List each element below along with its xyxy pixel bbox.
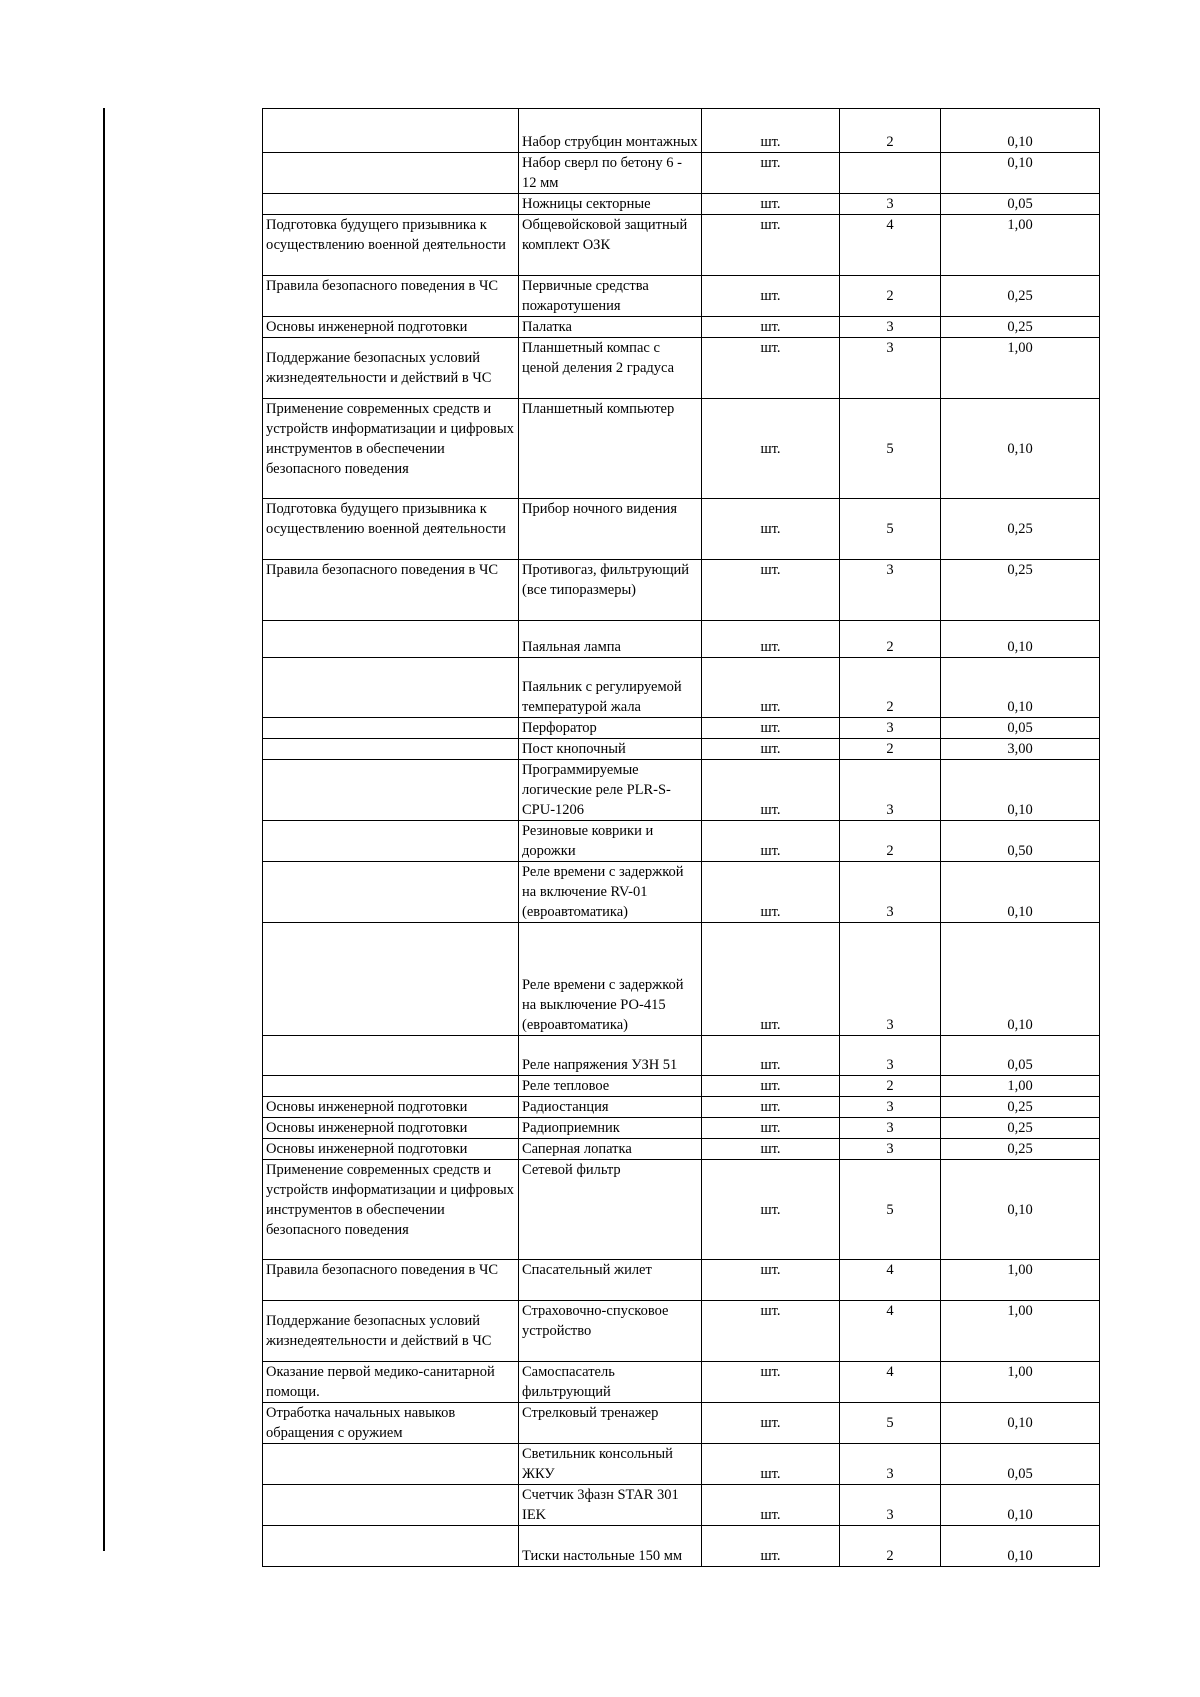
value-cell: 1,00 xyxy=(941,338,1100,399)
section-cell xyxy=(263,1076,519,1097)
unit-cell: шт. xyxy=(702,718,840,739)
value-cell: 0,10 xyxy=(941,153,1100,194)
section-cell xyxy=(263,862,519,923)
table-row xyxy=(263,862,1100,923)
table-row xyxy=(263,1485,1100,1526)
unit-cell: шт. xyxy=(702,499,840,560)
section-cell xyxy=(263,718,519,739)
unit-cell: шт. xyxy=(702,1118,840,1139)
section-cell xyxy=(263,821,519,862)
unit-cell: шт. xyxy=(702,923,840,1036)
item-cell: Планшетный компьютер xyxy=(519,399,702,499)
item-cell: Реле времени с задержкой на выключение РО-415 (евроавтоматика) xyxy=(519,923,702,1036)
item-cell: Планшетный компас с ценой деления 2 градуса xyxy=(519,338,702,399)
value-cell: 0,10 xyxy=(941,658,1100,718)
qty-cell: 5 xyxy=(840,1403,941,1444)
qty-cell: 5 xyxy=(840,399,941,499)
item-cell: Первичные средства пожаротушения xyxy=(519,276,702,317)
section-cell xyxy=(263,1526,519,1567)
table-row xyxy=(263,1160,1100,1260)
value-cell: 0,10 xyxy=(941,1526,1100,1567)
table-row xyxy=(263,1444,1100,1485)
qty-cell: 3 xyxy=(840,1139,941,1160)
table-row xyxy=(263,1076,1100,1097)
table-row xyxy=(263,1118,1100,1139)
value-cell: 0,25 xyxy=(941,276,1100,317)
value-cell: 0,25 xyxy=(941,317,1100,338)
item-cell: Пост кнопочный xyxy=(519,739,702,760)
table-row xyxy=(263,560,1100,621)
table-row xyxy=(263,621,1100,658)
value-cell: 1,00 xyxy=(941,1301,1100,1362)
value-cell: 0,25 xyxy=(941,1139,1100,1160)
qty-cell: 2 xyxy=(840,276,941,317)
section-cell: Оказание первой медико-санитарной помощи. xyxy=(263,1362,519,1403)
qty-cell: 3 xyxy=(840,760,941,821)
qty-cell: 3 xyxy=(840,718,941,739)
value-cell: 0,10 xyxy=(941,1160,1100,1260)
table-row xyxy=(263,317,1100,338)
unit-cell: шт. xyxy=(702,1485,840,1526)
table-row xyxy=(263,821,1100,862)
value-cell: 0,05 xyxy=(941,1036,1100,1076)
section-cell: Правила безопасного поведения в ЧС xyxy=(263,560,519,621)
table-row xyxy=(263,399,1100,499)
table-row xyxy=(263,718,1100,739)
qty-cell: 3 xyxy=(840,1485,941,1526)
section-cell: Поддержание безопасных условий жизнедеятельности и действий в ЧС xyxy=(263,338,519,399)
table-row xyxy=(263,276,1100,317)
qty-cell: 2 xyxy=(840,821,941,862)
section-cell xyxy=(263,153,519,194)
value-cell: 0,10 xyxy=(941,862,1100,923)
item-cell: Палатка xyxy=(519,317,702,338)
table-row xyxy=(263,1260,1100,1301)
section-cell: Поддержание безопасных условий жизнедеятельности и действий в ЧС xyxy=(263,1301,519,1362)
value-cell: 1,00 xyxy=(941,215,1100,276)
item-cell: Паяльная лампа xyxy=(519,621,702,658)
unit-cell: шт. xyxy=(702,1076,840,1097)
section-cell xyxy=(263,1444,519,1485)
qty-cell: 4 xyxy=(840,1301,941,1362)
item-cell: Радиостанция xyxy=(519,1097,702,1118)
unit-cell: шт. xyxy=(702,560,840,621)
qty-cell: 2 xyxy=(840,1076,941,1097)
item-cell: Прибор ночного видения xyxy=(519,499,702,560)
value-cell: 0,05 xyxy=(941,718,1100,739)
unit-cell: шт. xyxy=(702,1444,840,1485)
qty-cell: 3 xyxy=(840,1097,941,1118)
qty-cell xyxy=(840,153,941,194)
item-cell: Стрелковый тренажер xyxy=(519,1403,702,1444)
qty-cell: 3 xyxy=(840,560,941,621)
item-cell: Набор сверл по бетону 6 - 12 мм xyxy=(519,153,702,194)
unit-cell: шт. xyxy=(702,1301,840,1362)
section-cell: Отработка начальных навыков обращения с оружием xyxy=(263,1403,519,1444)
value-cell: 0,05 xyxy=(941,194,1100,215)
unit-cell: шт. xyxy=(702,1097,840,1118)
equipment-table xyxy=(262,108,1100,1567)
qty-cell: 2 xyxy=(840,109,941,153)
unit-cell: шт. xyxy=(702,760,840,821)
item-cell: Резиновые коврики и дорожки xyxy=(519,821,702,862)
item-cell: Страховочно-спусковое устройство xyxy=(519,1301,702,1362)
unit-cell: шт. xyxy=(702,215,840,276)
item-cell: Реле напряжения УЗН 51 xyxy=(519,1036,702,1076)
value-cell: 0,25 xyxy=(941,499,1100,560)
qty-cell: 2 xyxy=(840,1526,941,1567)
section-cell xyxy=(263,621,519,658)
table-row xyxy=(263,760,1100,821)
unit-cell: шт. xyxy=(702,1260,840,1301)
item-cell: Сетевой фильтр xyxy=(519,1160,702,1260)
value-cell: 0,05 xyxy=(941,1444,1100,1485)
table-row xyxy=(263,1036,1100,1076)
table-row xyxy=(263,338,1100,399)
value-cell: 0,10 xyxy=(941,621,1100,658)
table-row xyxy=(263,1301,1100,1362)
qty-cell: 4 xyxy=(840,1362,941,1403)
qty-cell: 2 xyxy=(840,739,941,760)
section-cell: Подготовка будущего призывника к осуществлению военной деятельности xyxy=(263,499,519,560)
table-row xyxy=(263,739,1100,760)
section-cell xyxy=(263,760,519,821)
item-cell: Саперная лопатка xyxy=(519,1139,702,1160)
item-cell: Программируемые логические реле PLR-S-CPU-1206 xyxy=(519,760,702,821)
unit-cell: шт. xyxy=(702,109,840,153)
qty-cell: 3 xyxy=(840,1036,941,1076)
section-cell: Подготовка будущего призывника к осуществлению военной деятельности xyxy=(263,215,519,276)
item-cell: Тиски настольные 150 мм xyxy=(519,1526,702,1567)
item-cell: Перфоратор xyxy=(519,718,702,739)
value-cell: 0,10 xyxy=(941,399,1100,499)
value-cell: 3,00 xyxy=(941,739,1100,760)
unit-cell: шт. xyxy=(702,276,840,317)
table-row xyxy=(263,1403,1100,1444)
item-cell: Реле времени с задержкой на включение RV-01 (евроавтоматика) xyxy=(519,862,702,923)
section-cell xyxy=(263,194,519,215)
qty-cell: 4 xyxy=(840,1260,941,1301)
table-row xyxy=(263,923,1100,1036)
qty-cell: 3 xyxy=(840,923,941,1036)
item-cell: Радиоприемник xyxy=(519,1118,702,1139)
unit-cell: шт. xyxy=(702,338,840,399)
table-row xyxy=(263,215,1100,276)
section-cell: Основы инженерной подготовки xyxy=(263,317,519,338)
section-cell xyxy=(263,739,519,760)
section-cell xyxy=(263,923,519,1036)
unit-cell: шт. xyxy=(702,399,840,499)
section-cell: Применение современных средств и устройств информатизации и цифровых инструментов в обеспечении безопасного поведения xyxy=(263,399,519,499)
qty-cell: 3 xyxy=(840,1118,941,1139)
section-cell: Основы инженерной подготовки xyxy=(263,1118,519,1139)
table-row xyxy=(263,1097,1100,1118)
section-cell xyxy=(263,658,519,718)
qty-cell: 2 xyxy=(840,621,941,658)
unit-cell: шт. xyxy=(702,153,840,194)
value-cell: 0,50 xyxy=(941,821,1100,862)
table-row xyxy=(263,1362,1100,1403)
item-cell: Ножницы секторные xyxy=(519,194,702,215)
unit-cell: шт. xyxy=(702,621,840,658)
qty-cell: 3 xyxy=(840,317,941,338)
section-cell: Основы инженерной подготовки xyxy=(263,1139,519,1160)
value-cell: 0,25 xyxy=(941,1118,1100,1139)
table-row xyxy=(263,1139,1100,1160)
page-margin-line xyxy=(103,108,105,1551)
value-cell: 0,10 xyxy=(941,760,1100,821)
item-cell: Паяльник с регулируемой температурой жала xyxy=(519,658,702,718)
item-cell: Противогаз, фильтрующий (все типоразмеры) xyxy=(519,560,702,621)
qty-cell: 3 xyxy=(840,194,941,215)
item-cell: Общевойсковой защитный комплект ОЗК xyxy=(519,215,702,276)
unit-cell: шт. xyxy=(702,1403,840,1444)
item-cell: Самоспасатель фильтрующий xyxy=(519,1362,702,1403)
section-cell xyxy=(263,1036,519,1076)
section-cell: Правила безопасного поведения в ЧС xyxy=(263,1260,519,1301)
section-cell: Основы инженерной подготовки xyxy=(263,1097,519,1118)
unit-cell: шт. xyxy=(702,1160,840,1260)
qty-cell: 5 xyxy=(840,499,941,560)
unit-cell: шт. xyxy=(702,1139,840,1160)
unit-cell: шт. xyxy=(702,821,840,862)
item-cell: Реле тепловое xyxy=(519,1076,702,1097)
table-row xyxy=(263,109,1100,153)
value-cell: 0,10 xyxy=(941,923,1100,1036)
unit-cell: шт. xyxy=(702,317,840,338)
table-row xyxy=(263,658,1100,718)
value-cell: 0,10 xyxy=(941,1403,1100,1444)
qty-cell: 3 xyxy=(840,1444,941,1485)
value-cell: 0,25 xyxy=(941,560,1100,621)
qty-cell: 4 xyxy=(840,215,941,276)
value-cell: 0,10 xyxy=(941,1485,1100,1526)
table-row xyxy=(263,499,1100,560)
unit-cell: шт. xyxy=(702,739,840,760)
table-row xyxy=(263,1526,1100,1567)
table-row xyxy=(263,194,1100,215)
item-cell: Светильник консольный ЖКУ xyxy=(519,1444,702,1485)
qty-cell: 2 xyxy=(840,658,941,718)
unit-cell: шт. xyxy=(702,1362,840,1403)
unit-cell: шт. xyxy=(702,862,840,923)
table-row xyxy=(263,153,1100,194)
item-cell: Спасательный жилет xyxy=(519,1260,702,1301)
value-cell: 1,00 xyxy=(941,1362,1100,1403)
unit-cell: шт. xyxy=(702,194,840,215)
qty-cell: 3 xyxy=(840,338,941,399)
value-cell: 0,10 xyxy=(941,109,1100,153)
unit-cell: шт. xyxy=(702,1526,840,1567)
section-cell: Правила безопасного поведения в ЧС xyxy=(263,276,519,317)
qty-cell: 5 xyxy=(840,1160,941,1260)
qty-cell: 3 xyxy=(840,862,941,923)
value-cell: 0,25 xyxy=(941,1097,1100,1118)
value-cell: 1,00 xyxy=(941,1076,1100,1097)
item-cell: Счетчик 3фазн STAR 301 IEK xyxy=(519,1485,702,1526)
section-cell xyxy=(263,1485,519,1526)
unit-cell: шт. xyxy=(702,1036,840,1076)
section-cell: Применение современных средств и устройств информатизации и цифровых инструментов в обеспечении безопасного поведения xyxy=(263,1160,519,1260)
item-cell: Набор струбцин монтажных xyxy=(519,109,702,153)
value-cell: 1,00 xyxy=(941,1260,1100,1301)
unit-cell: шт. xyxy=(702,658,840,718)
section-cell xyxy=(263,109,519,153)
